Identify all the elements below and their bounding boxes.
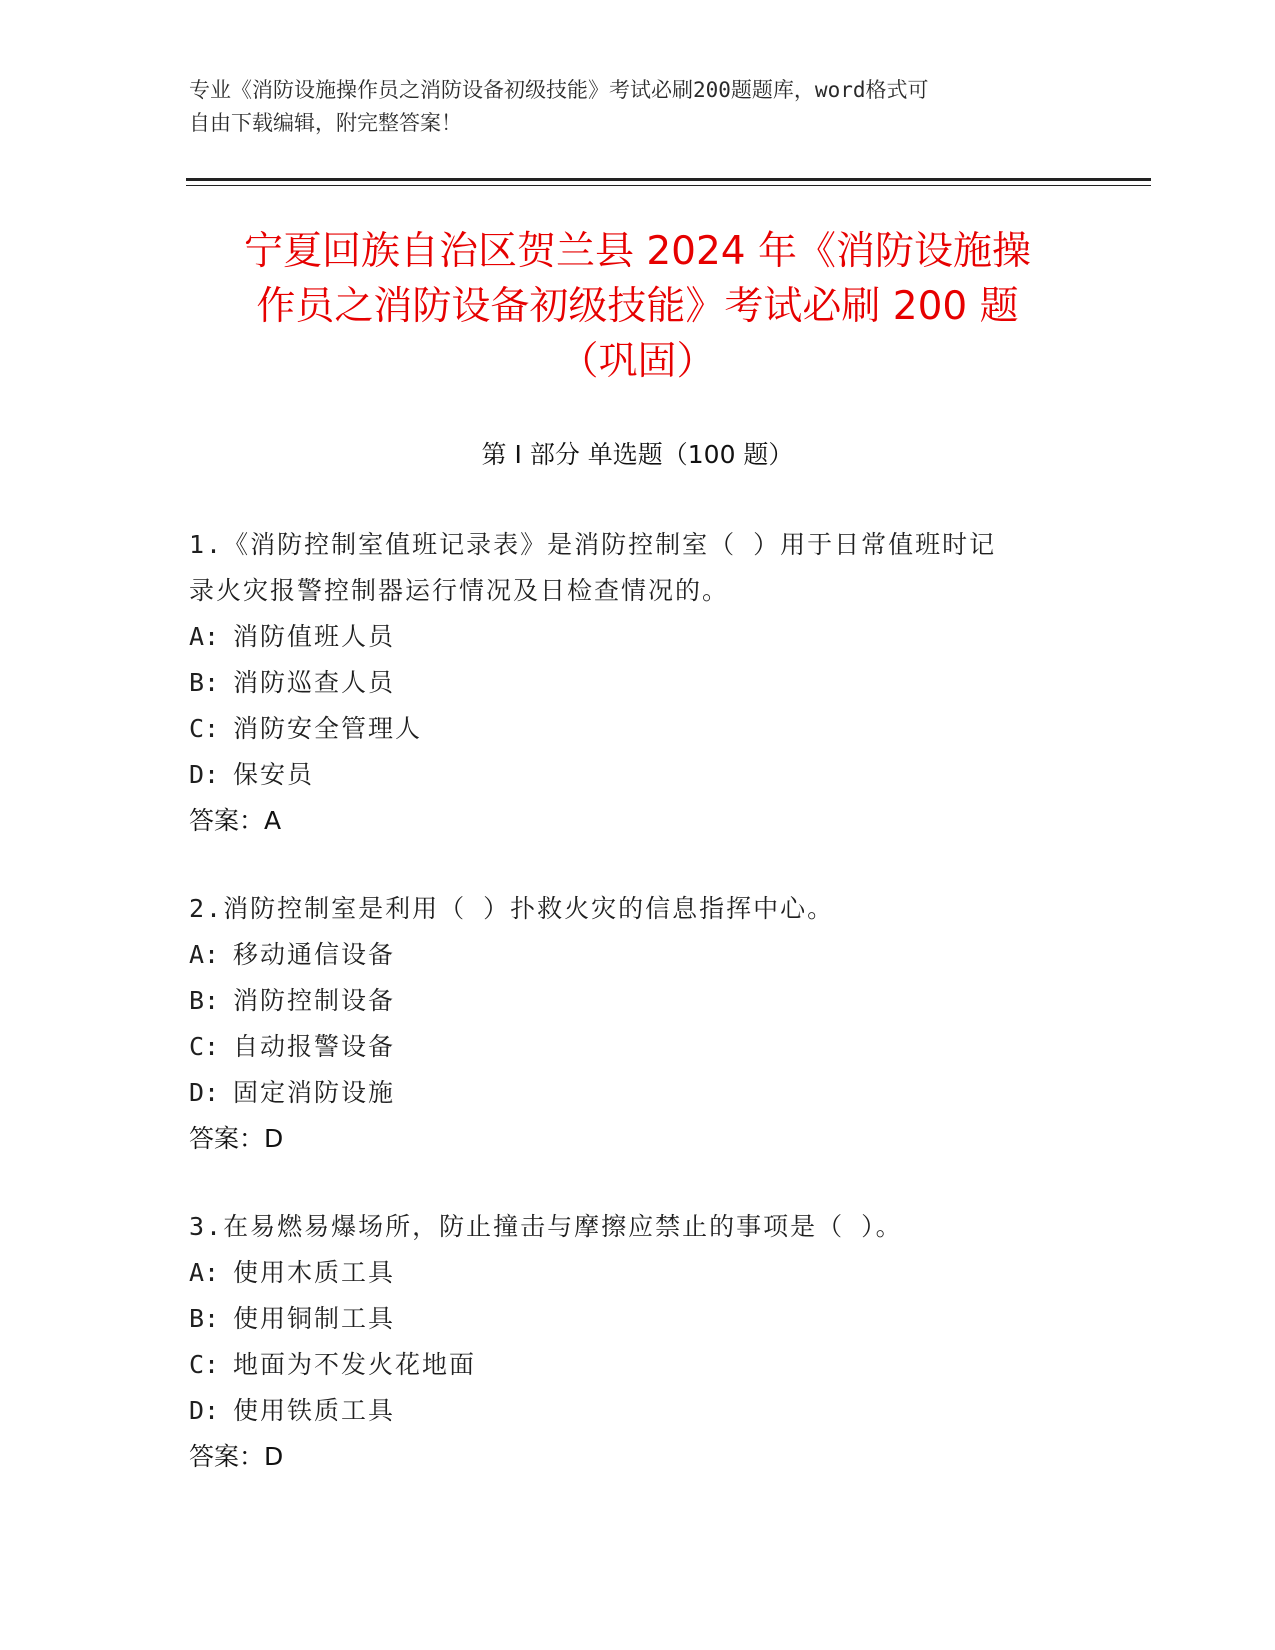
- question-3: [189, 1204, 1069, 1480]
- option-key: B:: [189, 1304, 220, 1333]
- option-key: C:: [189, 1032, 220, 1061]
- header-note-line: 自由下载编辑，附完整答案！: [189, 111, 462, 135]
- option-text: 固定消防设施: [233, 1078, 396, 1107]
- document-title-line: （巩固）: [559, 339, 716, 384]
- question-stem: [189, 522, 1069, 614]
- question-stem-line: 1.《消防控制室值班记录表》是消防控制室（ ）用于日常值班时记: [189, 530, 997, 559]
- document-title-line: 宁夏回族自治区贺兰县 2024 年《消防设施操: [243, 229, 1032, 274]
- question-stem: [189, 886, 1069, 932]
- option-a: [189, 614, 1069, 660]
- option-key: C:: [189, 1350, 220, 1379]
- answer-line: 答案：D: [189, 1442, 284, 1471]
- option-a: [189, 932, 1069, 978]
- question-stem: [189, 1204, 1069, 1250]
- answer-line: 答案：D: [189, 1124, 284, 1153]
- option-text: 消防控制设备: [233, 986, 396, 1015]
- option-b: [189, 1296, 1069, 1342]
- option-text: 消防值班人员: [233, 622, 396, 651]
- option-key: C:: [189, 714, 220, 743]
- option-text: 消防巡查人员: [233, 668, 396, 697]
- option-a: [189, 1250, 1069, 1296]
- option-key: D:: [189, 1396, 220, 1425]
- header-divider-thick: [186, 178, 1151, 181]
- option-key: A:: [189, 622, 220, 651]
- option-key: D:: [189, 760, 220, 789]
- option-d: [189, 752, 1069, 798]
- option-key: D:: [189, 1078, 220, 1107]
- option-c: [189, 1342, 1069, 1388]
- header-divider-thin: [186, 185, 1151, 186]
- option-text: 使用木质工具: [233, 1258, 396, 1287]
- question-stem-line: 录火灾报警控制器运行情况及日检查情况的。: [189, 576, 730, 605]
- document-title-line: 作员之消防设备初级技能》考试必刷 200 题: [256, 284, 1019, 329]
- header-note: [189, 74, 1069, 140]
- option-key: A:: [189, 1258, 220, 1287]
- answer-line: 答案：A: [189, 806, 282, 835]
- option-text: 保安员: [233, 760, 315, 789]
- option-text: 自动报警设备: [233, 1032, 396, 1061]
- option-text: 消防安全管理人: [233, 714, 423, 743]
- option-d: [189, 1388, 1069, 1434]
- option-text: 移动通信设备: [233, 940, 396, 969]
- option-key: A:: [189, 940, 220, 969]
- question-stem-line: 3.在易燃易爆场所，防止撞击与摩擦应禁止的事项是（ ）。: [189, 1212, 903, 1241]
- document-title: [160, 224, 1115, 389]
- option-b: [189, 660, 1069, 706]
- option-d: [189, 1070, 1069, 1116]
- option-text: 使用铜制工具: [233, 1304, 396, 1333]
- section-heading: 第 I 部分 单选题（100 题）: [481, 440, 794, 469]
- option-b: [189, 978, 1069, 1024]
- option-c: [189, 706, 1069, 752]
- question-stem-line: 2.消防控制室是利用（ ）扑救火灾的信息指挥中心。: [189, 894, 835, 923]
- header-note-line: 专业《消防设施操作员之消防设备初级技能》考试必刷200题题库，word格式可: [189, 78, 929, 102]
- option-text: 地面为不发火花地面: [233, 1350, 477, 1379]
- question-1: [189, 522, 1069, 844]
- option-c: [189, 1024, 1069, 1070]
- question-2: [189, 886, 1069, 1162]
- option-key: B:: [189, 986, 220, 1015]
- option-key: B:: [189, 668, 220, 697]
- option-text: 使用铁质工具: [233, 1396, 396, 1425]
